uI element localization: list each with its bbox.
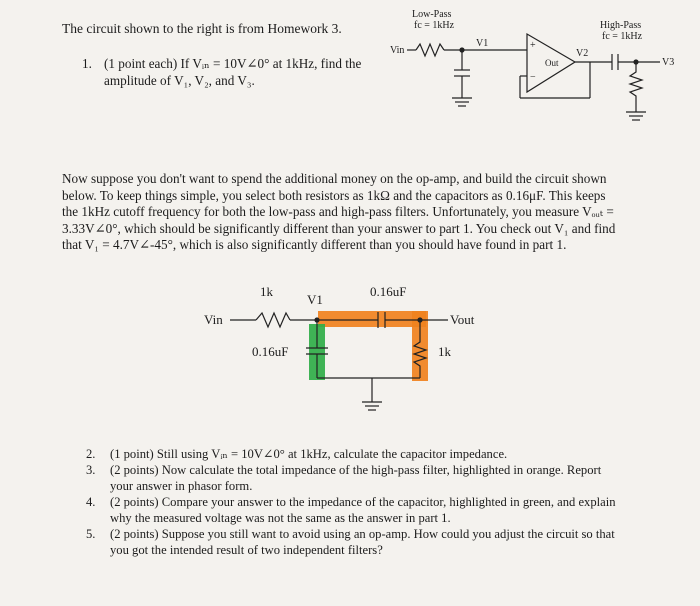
top-v2-label: V2: [576, 48, 589, 59]
question-2: [86, 446, 626, 462]
bottom-c2-label: 0.16uF: [370, 284, 407, 299]
question-2-number: 2.: [86, 447, 96, 461]
top-v3-label: V3: [662, 57, 675, 68]
question-3-text: (2 points) Now calculate the total impedance of the high-pass filter, highlighted in orange. Report your answer in phasor form.: [110, 463, 602, 493]
opamp-minus-label: −: [530, 72, 536, 83]
question-5: [86, 526, 626, 558]
bottom-r2-label: 1k: [438, 344, 451, 359]
question-3: [86, 462, 626, 494]
question-5-number: 5.: [86, 527, 96, 541]
opamp-plus-label: +: [530, 40, 536, 51]
lowpass-title: Low-Pass: [412, 9, 452, 20]
bottom-r1-label: 1k: [260, 284, 273, 299]
top-vin-label: Vin: [390, 45, 405, 56]
top-v1-label: V1: [476, 38, 489, 49]
opamp-out-label: Out: [545, 58, 559, 68]
question-1-number: 1.: [82, 56, 92, 71]
question-4: [86, 494, 626, 526]
question-3-number: 3.: [86, 463, 96, 477]
top-circuit-diagram: [0, 0, 700, 140]
bottom-v1-label: V1: [307, 292, 323, 307]
question-4-number: 4.: [86, 495, 96, 509]
orange-highlight-top: [318, 311, 426, 327]
lowpass-fc: fc = 1kHz: [414, 20, 455, 31]
questions-list: [86, 446, 626, 558]
question-4-text: (2 points) Compare your answer to the impedance of the capacitor, highlighted in green, and explain why the measured voltage was not the same as the answer in part 1.: [110, 495, 616, 525]
highpass-fc: fc = 1kHz: [602, 31, 643, 42]
question-5-text: (2 points) Suppose you still want to avoid using an op-amp. How could you adjust the circuit so that you got the intended result of two independent filters?: [110, 527, 615, 557]
bottom-c1-label: 0.16uF: [252, 344, 289, 359]
bottom-vout-label: Vout: [450, 312, 475, 327]
highpass-title: High-Pass: [600, 20, 642, 31]
bottom-circuit-diagram: [0, 280, 700, 420]
intro-text: The circuit shown to the right is from Homework 3.: [62, 21, 342, 36]
question-2-text: (1 point) Still using Vᵢₙ = 10V∠0° at 1kHz, calculate the capacitor impedance.: [110, 447, 508, 461]
bottom-vin-label: Vin: [204, 312, 223, 327]
scenario-paragraph: Now suppose you don't want to spend the additional money on the op-amp, and build the circuit shown below. To keep things simple, you select both resistors as 1kΩ and the capacitors as 0.16μF. This keeps the 1kHz cutoff frequency for both the low-pass and high-pass filters. Unfortunately, you measure Vₒᵤₜ = 3.33V∠0°, which should be significantly different than your answer to part 1. You check out V₁ and find that V₁ = 4.7V∠-45°, which is also significantly different than you should have found in part 1.: [62, 171, 616, 253]
question-1-text: (1 point each) If Vᵢₙ = 10V∠0° at 1kHz, find the amplitude of V₁, V₂, and V₃.: [104, 56, 362, 88]
